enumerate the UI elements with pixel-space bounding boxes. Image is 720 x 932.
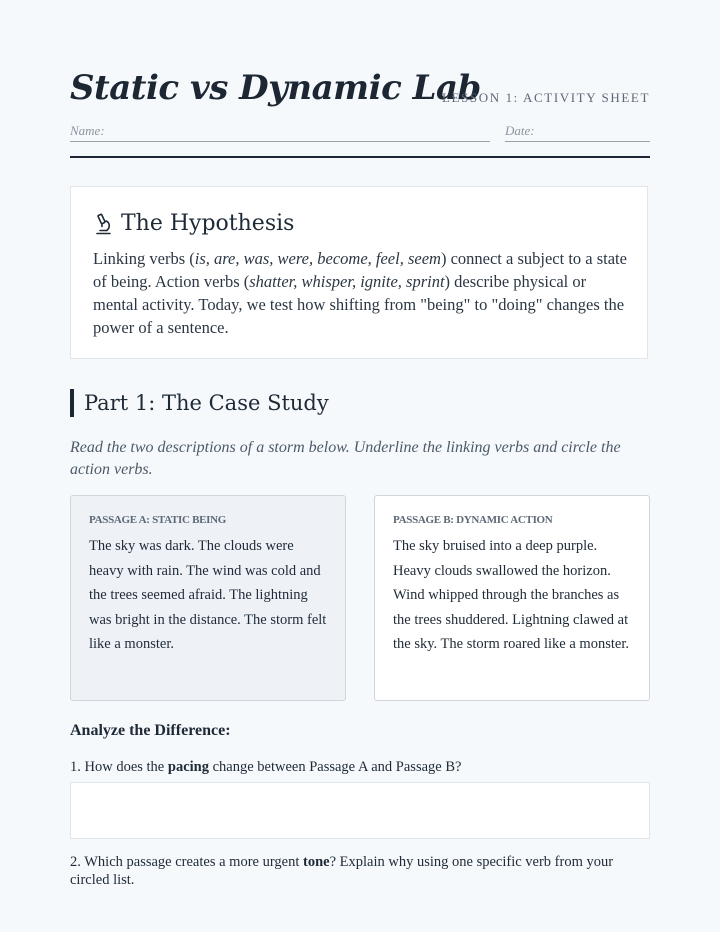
hypothesis-text-part: ) describe physical or mental activity. Today, we test how shifting from "being" to "doing" changes the power of a sentence. [93, 272, 625, 337]
analyze-heading: Analyze the Difference: [70, 722, 231, 739]
passage-b-label: PASSAGE B: DYNAMIC ACTION [393, 514, 553, 526]
hypothesis-text [93, 247, 627, 339]
hypothesis-text-part: Linking verbs ( [93, 249, 195, 268]
hypothesis-title: The Hypothesis [121, 211, 295, 236]
hypothesis-heading [93, 211, 294, 236]
microscope-icon [93, 213, 113, 235]
passage-b-card [374, 495, 650, 701]
question-1-answer-box[interactable] [70, 782, 650, 839]
question-2 [70, 853, 650, 889]
question-keyword: pacing [167, 759, 209, 775]
passage-a-label: PASSAGE A: STATIC BEING [89, 514, 227, 526]
question-text: 1. How does the [70, 759, 168, 775]
passage-a-card [70, 495, 346, 701]
part1-instructions: Read the two descriptions of a storm below. Underline the linking verbs and circle the action verbs. [70, 439, 621, 478]
question-keyword: tone [302, 854, 330, 870]
part1-heading [70, 389, 329, 417]
linking-verbs-list: is, are, was, were, become, feel, seem [194, 249, 441, 268]
name-label: Name: [70, 123, 105, 138]
part1-title: Part 1: The Case Study [84, 391, 329, 415]
header-divider [70, 156, 650, 158]
date-label: Date: [505, 123, 535, 138]
question-text: change between Passage A and Passage B? [208, 759, 462, 775]
page-title: Static vs Dynamic Lab [70, 68, 481, 108]
action-verbs-list: shatter, whisper, ignite, sprint [249, 272, 445, 291]
name-field[interactable] [70, 120, 490, 142]
question-1 [70, 758, 650, 776]
hypothesis-text-part: ) connect a subject to a state of being. Action verbs ( [93, 249, 627, 291]
lesson-label: LESSON 1: ACTIVITY SHEET [442, 90, 650, 105]
hypothesis-card [70, 186, 648, 359]
question-text: ? Explain why using one specific verb from your circled list. [70, 854, 614, 888]
question-text: 2. Which passage creates a more urgent [70, 854, 303, 870]
passage-a-text: The sky was dark. The clouds were heavy with rain. The wind was cold and the trees seemed afraid. The lightning was bright in the distance. The storm felt like a monster. [89, 538, 327, 653]
date-field[interactable] [505, 120, 650, 142]
passage-b-text: The sky bruised into a deep purple. Heavy clouds swallowed the horizon. Wind whipped through the branches as the trees shuddered. Lightning clawed at the sky. The storm roared like a monster. [393, 538, 629, 653]
